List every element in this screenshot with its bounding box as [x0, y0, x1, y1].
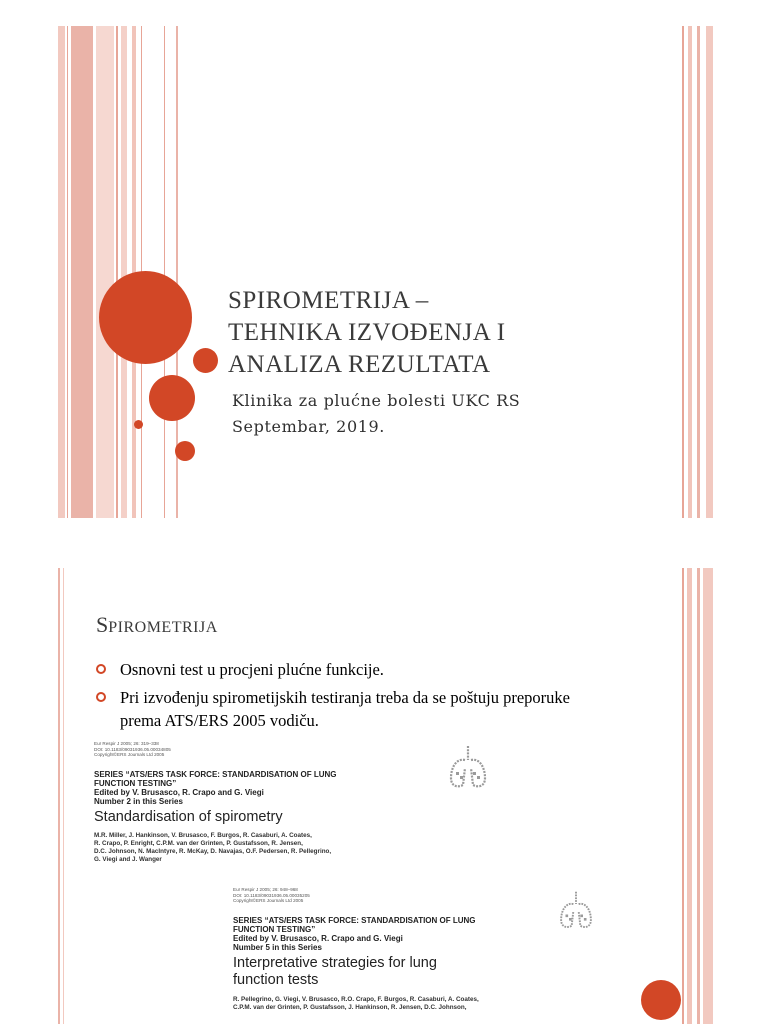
decor-stripe [164, 26, 165, 518]
paper-title: Interpretative strategies for lung [233, 954, 437, 971]
paper-meta: Eur Respir J 2005; 26: 948–968 [233, 887, 298, 892]
decor-circle [149, 375, 195, 421]
paper-authors: D.C. Johnson, N. MacIntyre, R. McKay, D. Navajas, O.F. Pedersen, R. Pellegrino, [94, 847, 332, 855]
bullet-circle-icon [96, 664, 106, 674]
heading-rest: PIROMETRIJA [108, 619, 218, 636]
decor-stripe [58, 26, 65, 518]
paper-series: SERIES “ATS/ERS TASK FORCE: STANDARDISATION OF LUNG [94, 769, 337, 779]
subtitle-line: Klinika za plućne bolesti UKC RS [232, 391, 521, 410]
decor-circle [175, 441, 195, 461]
decor-stripe [71, 26, 93, 518]
paper-series: Edited by V. Brusasco, R. Crapo and G. Viegi [94, 787, 264, 797]
heading-initial: S [96, 612, 109, 637]
slide-title-line: ANALIZA REZULTATA [228, 351, 491, 378]
subtitle-line: Septembar, 2019. [232, 417, 385, 436]
bullet-text: prema ATS/ERS 2005 vodiču. [120, 711, 319, 730]
paper-authors: R. Crapo, P. Enright, C.P.M. van der Grinten, P. Gustafsson, R. Jensen, [94, 839, 303, 847]
decor-stripe [58, 568, 60, 1024]
paper-authors: G. Viegi and J. Wanger [94, 855, 162, 863]
paper-meta: Copyright©ERS Journals Ltd 2005 [233, 898, 304, 904]
paper-title: function tests [233, 971, 319, 988]
paper-authors: C.P.M. van der Grinten, P. Gustafsson, J. Hankinson, R. Jensen, D.C. Johnson, [233, 1003, 467, 1011]
decor-stripe [687, 568, 692, 1024]
decor-circle [134, 420, 143, 429]
decor-circle [641, 980, 681, 1020]
decor-stripe [96, 26, 114, 518]
bullet-item [96, 658, 676, 681]
decor-stripe [697, 26, 700, 518]
slide-subtitle [232, 388, 520, 440]
decor-stripe [682, 26, 684, 518]
title-slide [58, 26, 713, 518]
bullet-text: Osnovni test u procjeni plućne funkcije. [120, 660, 384, 679]
slide-heading [96, 612, 218, 638]
decor-circle [99, 271, 192, 364]
decor-stripe [682, 568, 684, 1024]
decor-stripe [116, 26, 118, 518]
paper-series: SERIES “ATS/ERS TASK FORCE: STANDARDISATION OF LUNG [233, 915, 476, 925]
paper-excerpt-1 [94, 741, 337, 864]
ers-lung-logo-icon [558, 890, 594, 932]
bullet-text: Pri izvođenju spirometijskih testiranja treba da se poštuju preporuke [120, 688, 570, 707]
decor-stripe [688, 26, 692, 518]
paper-meta: Copyright©ERS Journals Ltd 2005 [94, 752, 165, 758]
paper-series: Number 5 in this Series [233, 942, 322, 952]
decor-circle [193, 348, 218, 373]
paper-authors: R. Pellegrino, G. Viegi, V. Brusasco, R.O. Crapo, F. Burgos, R. Casaburi, A. Coates, [233, 995, 479, 1003]
decor-stripe [697, 568, 700, 1024]
decor-stripe [703, 568, 713, 1024]
paper-series: FUNCTION TESTING” [94, 778, 177, 788]
paper-meta: Eur Respir J 2005; 26: 319–338 [94, 741, 159, 746]
decor-stripe [121, 26, 127, 518]
paper-meta: DOI: 10.1183/09031936.05.00035205 [233, 892, 310, 898]
bullet-item [96, 686, 676, 732]
bullet-list [96, 658, 676, 737]
slide-title [228, 285, 688, 381]
decor-stripe [63, 568, 64, 1024]
paper-title: Standardisation of spirometry [94, 808, 283, 825]
decor-stripe [706, 26, 713, 518]
content-slide [58, 568, 713, 1024]
slide-title-line: TEHNIKA IZVOĐENJA I [228, 319, 506, 346]
bullet-circle-icon [96, 692, 106, 702]
paper-series: Edited by V. Brusasco, R. Crapo and G. Viegi [233, 933, 403, 943]
paper-series: Number 2 in this Series [94, 796, 183, 806]
paper-authors: M.R. Miller, J. Hankinson, V. Brusasco, F. Burgos, R. Casaburi, A. Coates, [94, 831, 312, 839]
paper-meta: DOI: 10.1183/09031936.05.00034805 [94, 746, 171, 752]
paper-excerpt-2 [233, 887, 479, 1012]
decor-stripe [67, 26, 68, 518]
ers-lung-logo-icon [448, 744, 488, 792]
paper-series: FUNCTION TESTING” [233, 924, 316, 934]
slide-title-line: SPIROMETRIJA – [228, 287, 429, 314]
